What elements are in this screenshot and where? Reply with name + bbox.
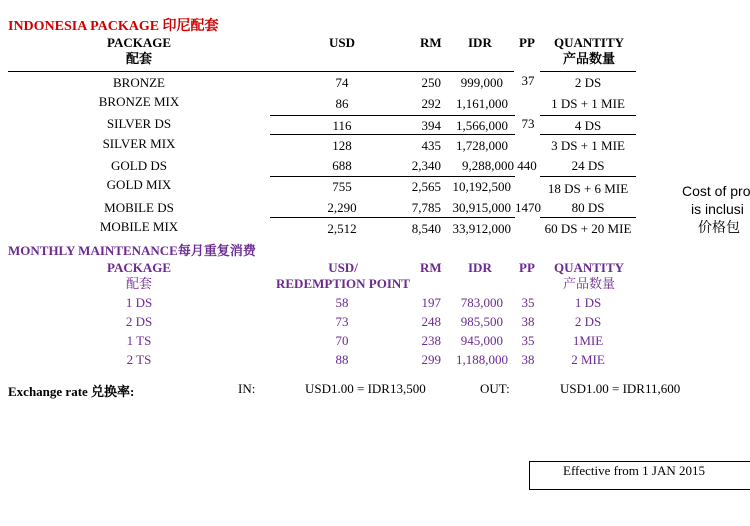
quantity-value: 18 DS + 6 MIE [547, 181, 629, 196]
quantity-value: 80 DS [571, 200, 605, 215]
idr-value: 9,288,000 [462, 158, 514, 173]
pp-value: 440 [517, 158, 537, 173]
header-rule-quantity [540, 71, 636, 72]
maint-header-rm: RM [420, 260, 442, 275]
maint-header-pp: PP [519, 260, 535, 275]
effective-date-box [529, 461, 750, 490]
row-rule [540, 217, 636, 218]
maint-header-usd: USD/ [328, 260, 358, 275]
maint-rm: 248 [421, 314, 441, 329]
quantity-value: 2 DS [574, 75, 602, 90]
maint-usd: 73 [335, 314, 349, 329]
maint-package: 2 TS [126, 352, 152, 367]
header-idr: IDR [468, 35, 492, 50]
header-quantity-cn: 产品数量 [562, 51, 615, 66]
row-rule [270, 115, 515, 116]
maint-usd: 88 [335, 352, 349, 367]
quantity-value: 60 DS + 20 MIE [544, 221, 632, 236]
cost-note-line-2: is inclusi [691, 201, 744, 217]
header-quantity: QUANTITY [553, 35, 625, 50]
maint-quantity: 2 DS [574, 314, 602, 329]
package-name: MOBILE MIX [99, 219, 179, 234]
pp-value: 1470 [515, 200, 541, 215]
effective-date: Effective from 1 JAN 2015 [563, 463, 706, 478]
quantity-value: 1 DS + 1 MIE [551, 96, 625, 111]
row-rule [540, 134, 636, 135]
idr-value: 30,915,000 [452, 200, 511, 215]
idr-value: 1,161,000 [456, 96, 508, 111]
package-name: GOLD DS [111, 158, 167, 173]
idr-value: 999,000 [460, 75, 503, 90]
quantity-value: 24 DS [571, 158, 605, 173]
row-rule [270, 217, 515, 218]
package-name: SILVER MIX [102, 136, 176, 151]
usd-value: 128 [332, 138, 352, 153]
maint-rm: 238 [421, 333, 441, 348]
usd-value: 2,290 [327, 200, 357, 215]
exchange-out-label: OUT: [480, 381, 510, 396]
quantity-value: 4 DS [574, 118, 602, 133]
maint-idr: 783,000 [460, 295, 503, 310]
document-title: INDONESIA PACKAGE 印尼配套 [8, 19, 219, 34]
maint-rm: 299 [421, 352, 441, 367]
header-usd: USD [329, 35, 356, 50]
package-name: GOLD MIX [106, 177, 172, 192]
maint-pp: 35 [521, 333, 535, 348]
maint-header-package-cn: 配套 [125, 276, 152, 291]
usd-value: 755 [332, 179, 352, 194]
cost-note-line-3: 价格包 [698, 219, 740, 235]
rm-value: 394 [421, 118, 441, 133]
rm-value: 435 [421, 138, 441, 153]
maint-header-idr: IDR [468, 260, 492, 275]
header-package: PACKAGE [106, 35, 172, 50]
maint-idr: 945,000 [460, 333, 503, 348]
maint-idr: 985,500 [460, 314, 503, 329]
package-name: BRONZE [113, 75, 165, 90]
exchange-out-value: USD1.00 = IDR11,600 [560, 381, 681, 396]
maint-idr: 1,188,000 [456, 352, 508, 367]
maintenance-title: MONTHLY MAINTENANCE每月重复消费 [8, 243, 256, 258]
usd-value: 116 [332, 118, 352, 133]
quantity-value: 3 DS + 1 MIE [551, 138, 625, 153]
maint-quantity: 1 DS [574, 295, 602, 310]
rm-value: 292 [421, 96, 441, 111]
row-rule [270, 176, 515, 177]
header-rule [8, 71, 514, 72]
pp-value: 37 [521, 73, 535, 88]
rm-value: 7,785 [411, 200, 441, 215]
maint-pp: 38 [521, 314, 535, 329]
maint-header-package: PACKAGE [106, 260, 172, 275]
package-name: BRONZE MIX [98, 94, 180, 109]
package-name: MOBILE DS [104, 200, 174, 215]
maint-header-redemption: REDEMPTION POINT [276, 276, 410, 291]
exchange-in-label: IN: [238, 381, 256, 396]
pp-value: 73 [521, 116, 535, 131]
row-rule [270, 134, 515, 135]
usd-value: 86 [335, 96, 349, 111]
maint-quantity: 2 MIE [571, 352, 605, 367]
cost-note-line-1: Cost of pro [682, 183, 750, 199]
usd-value: 2,512 [327, 221, 357, 236]
rm-value: 250 [421, 75, 441, 90]
package-name: SILVER DS [106, 116, 172, 131]
idr-value: 1,728,000 [456, 138, 508, 153]
maint-rm: 197 [421, 295, 441, 310]
maint-usd: 58 [335, 295, 349, 310]
maint-package: 1 TS [126, 333, 152, 348]
idr-value: 33,912,000 [452, 221, 511, 236]
maint-package: 2 DS [125, 314, 153, 329]
row-rule [540, 115, 636, 116]
maint-package: 1 DS [125, 295, 153, 310]
header-pp: PP [519, 35, 535, 50]
rm-value: 2,565 [411, 179, 441, 194]
usd-value: 74 [335, 75, 349, 90]
maint-usd: 70 [335, 333, 349, 348]
maint-pp: 38 [521, 352, 535, 367]
idr-value: 10,192,500 [452, 179, 511, 194]
maint-quantity: 1MIE [572, 333, 604, 348]
rm-value: 2,340 [411, 158, 441, 173]
exchange-in-value: USD1.00 = IDR13,500 [305, 381, 426, 396]
maint-header-quantity-cn: 产品数量 [562, 276, 615, 291]
idr-value: 1,566,000 [456, 118, 508, 133]
header-package-cn: 配套 [125, 51, 152, 66]
maint-pp: 35 [521, 295, 535, 310]
header-rm: RM [420, 35, 442, 50]
exchange-rate-label: Exchange rate 兑换率: [8, 384, 135, 399]
maint-header-quantity: QUANTITY [553, 260, 625, 275]
rm-value: 8,540 [411, 221, 441, 236]
row-rule [540, 176, 636, 177]
usd-value: 688 [332, 158, 352, 173]
